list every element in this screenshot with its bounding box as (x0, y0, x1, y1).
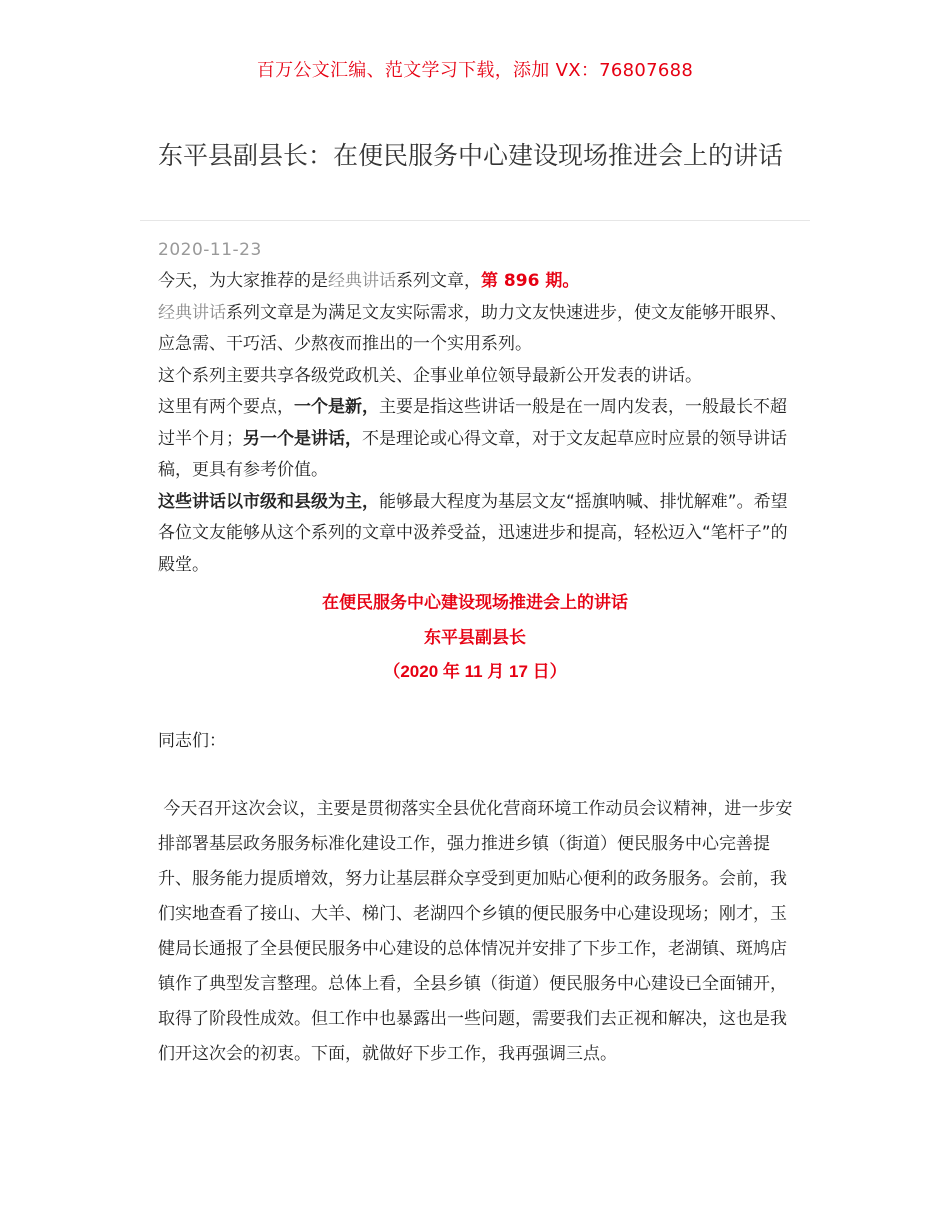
series-name: 经典讲话 (158, 302, 226, 323)
promo-banner: 百万公文汇编、范文学习下载，添加 VX：76807688 (256, 60, 694, 81)
title-divider (140, 220, 810, 221)
salutation: 同志们： (158, 731, 226, 751)
publish-date: 2020-11-23 (158, 240, 262, 260)
key-point-new: 一个是新， (294, 397, 379, 417)
intro-paragraph-4: 这里有两个要点，一个是新，主要是指这些讲话一般是在一周内发表，一般最长不超过半个月；另一个是讲话，不是理论或心得文章，对于文友起草应时应景的领导讲话稿，更具有参考价值。 (158, 397, 787, 480)
speech-heading (158, 586, 792, 690)
issue-number: 第 896 期。 (481, 271, 580, 291)
intro-paragraph-2: 经典讲话系列文章是为满足文友实际需求，助力文友快速进步，使文友能够开眼界、应急需、干巧活、少熬夜而推出的一个实用系列。 (158, 302, 787, 354)
key-point-speech: 另一个是讲话， (243, 428, 362, 449)
speech-title: 在便民服务中心建设现场推进会上的讲话 (322, 593, 628, 612)
article-title: 东平县副县长：在便民服务中心建设现场推进会上的讲话 (158, 141, 784, 170)
speech-speaker: 东平县副县长 (424, 627, 526, 647)
key-point-level: 这些讲话以市级和县级为主， (158, 491, 379, 512)
intro-paragraph-1: 今天，为大家推荐的是经典讲话系列文章，第 896 期。 (158, 271, 580, 291)
speech-date: （2020 年 11 月 17 日） (383, 662, 567, 681)
series-name: 经典讲话 (328, 271, 396, 291)
intro-section (158, 266, 798, 581)
speech-paragraph-1: 今天召开这次会议，主要是贯彻落实全县优化营商环境工作动员会议精神，进一步安排部署基层政务服务标准化建设工作，强力推进乡镇（街道）便民服务中心完善提升、服务能力提质增效，努力让基层群众享受到更加贴心便利的政务服务。会前，我们实地查看了接山、大羊、梯门、老湖四个乡镇的便民服务中心建设现场；刚才，玉健局长通报了全县便民服务中心建设的总体情况并安排了下步工作，老湖镇、斑鸠店镇作了典型发言整理。总体上看，全县乡镇（街道）便民服务中心建设已全面铺开，取得了阶段性成效。但工作中也暴露出一些问题，需要我们去正视和解决，这也是我们开这次会的初衷。下面，就做好下步工作，我再强调三点。 (158, 799, 793, 1064)
intro-paragraph-3: 这个系列主要共享各级党政机关、企事业单位领导最新公开发表的讲话。 (158, 365, 702, 386)
intro-paragraph-5: 这些讲话以市级和县级为主，能够最大程度为基层文友“摇旗呐喊、排忧解难”。希望各位文友能够从这个系列的文章中汲养受益，迅速进步和提高，轻松迈入“笔杆子”的殿堂。 (158, 491, 788, 575)
